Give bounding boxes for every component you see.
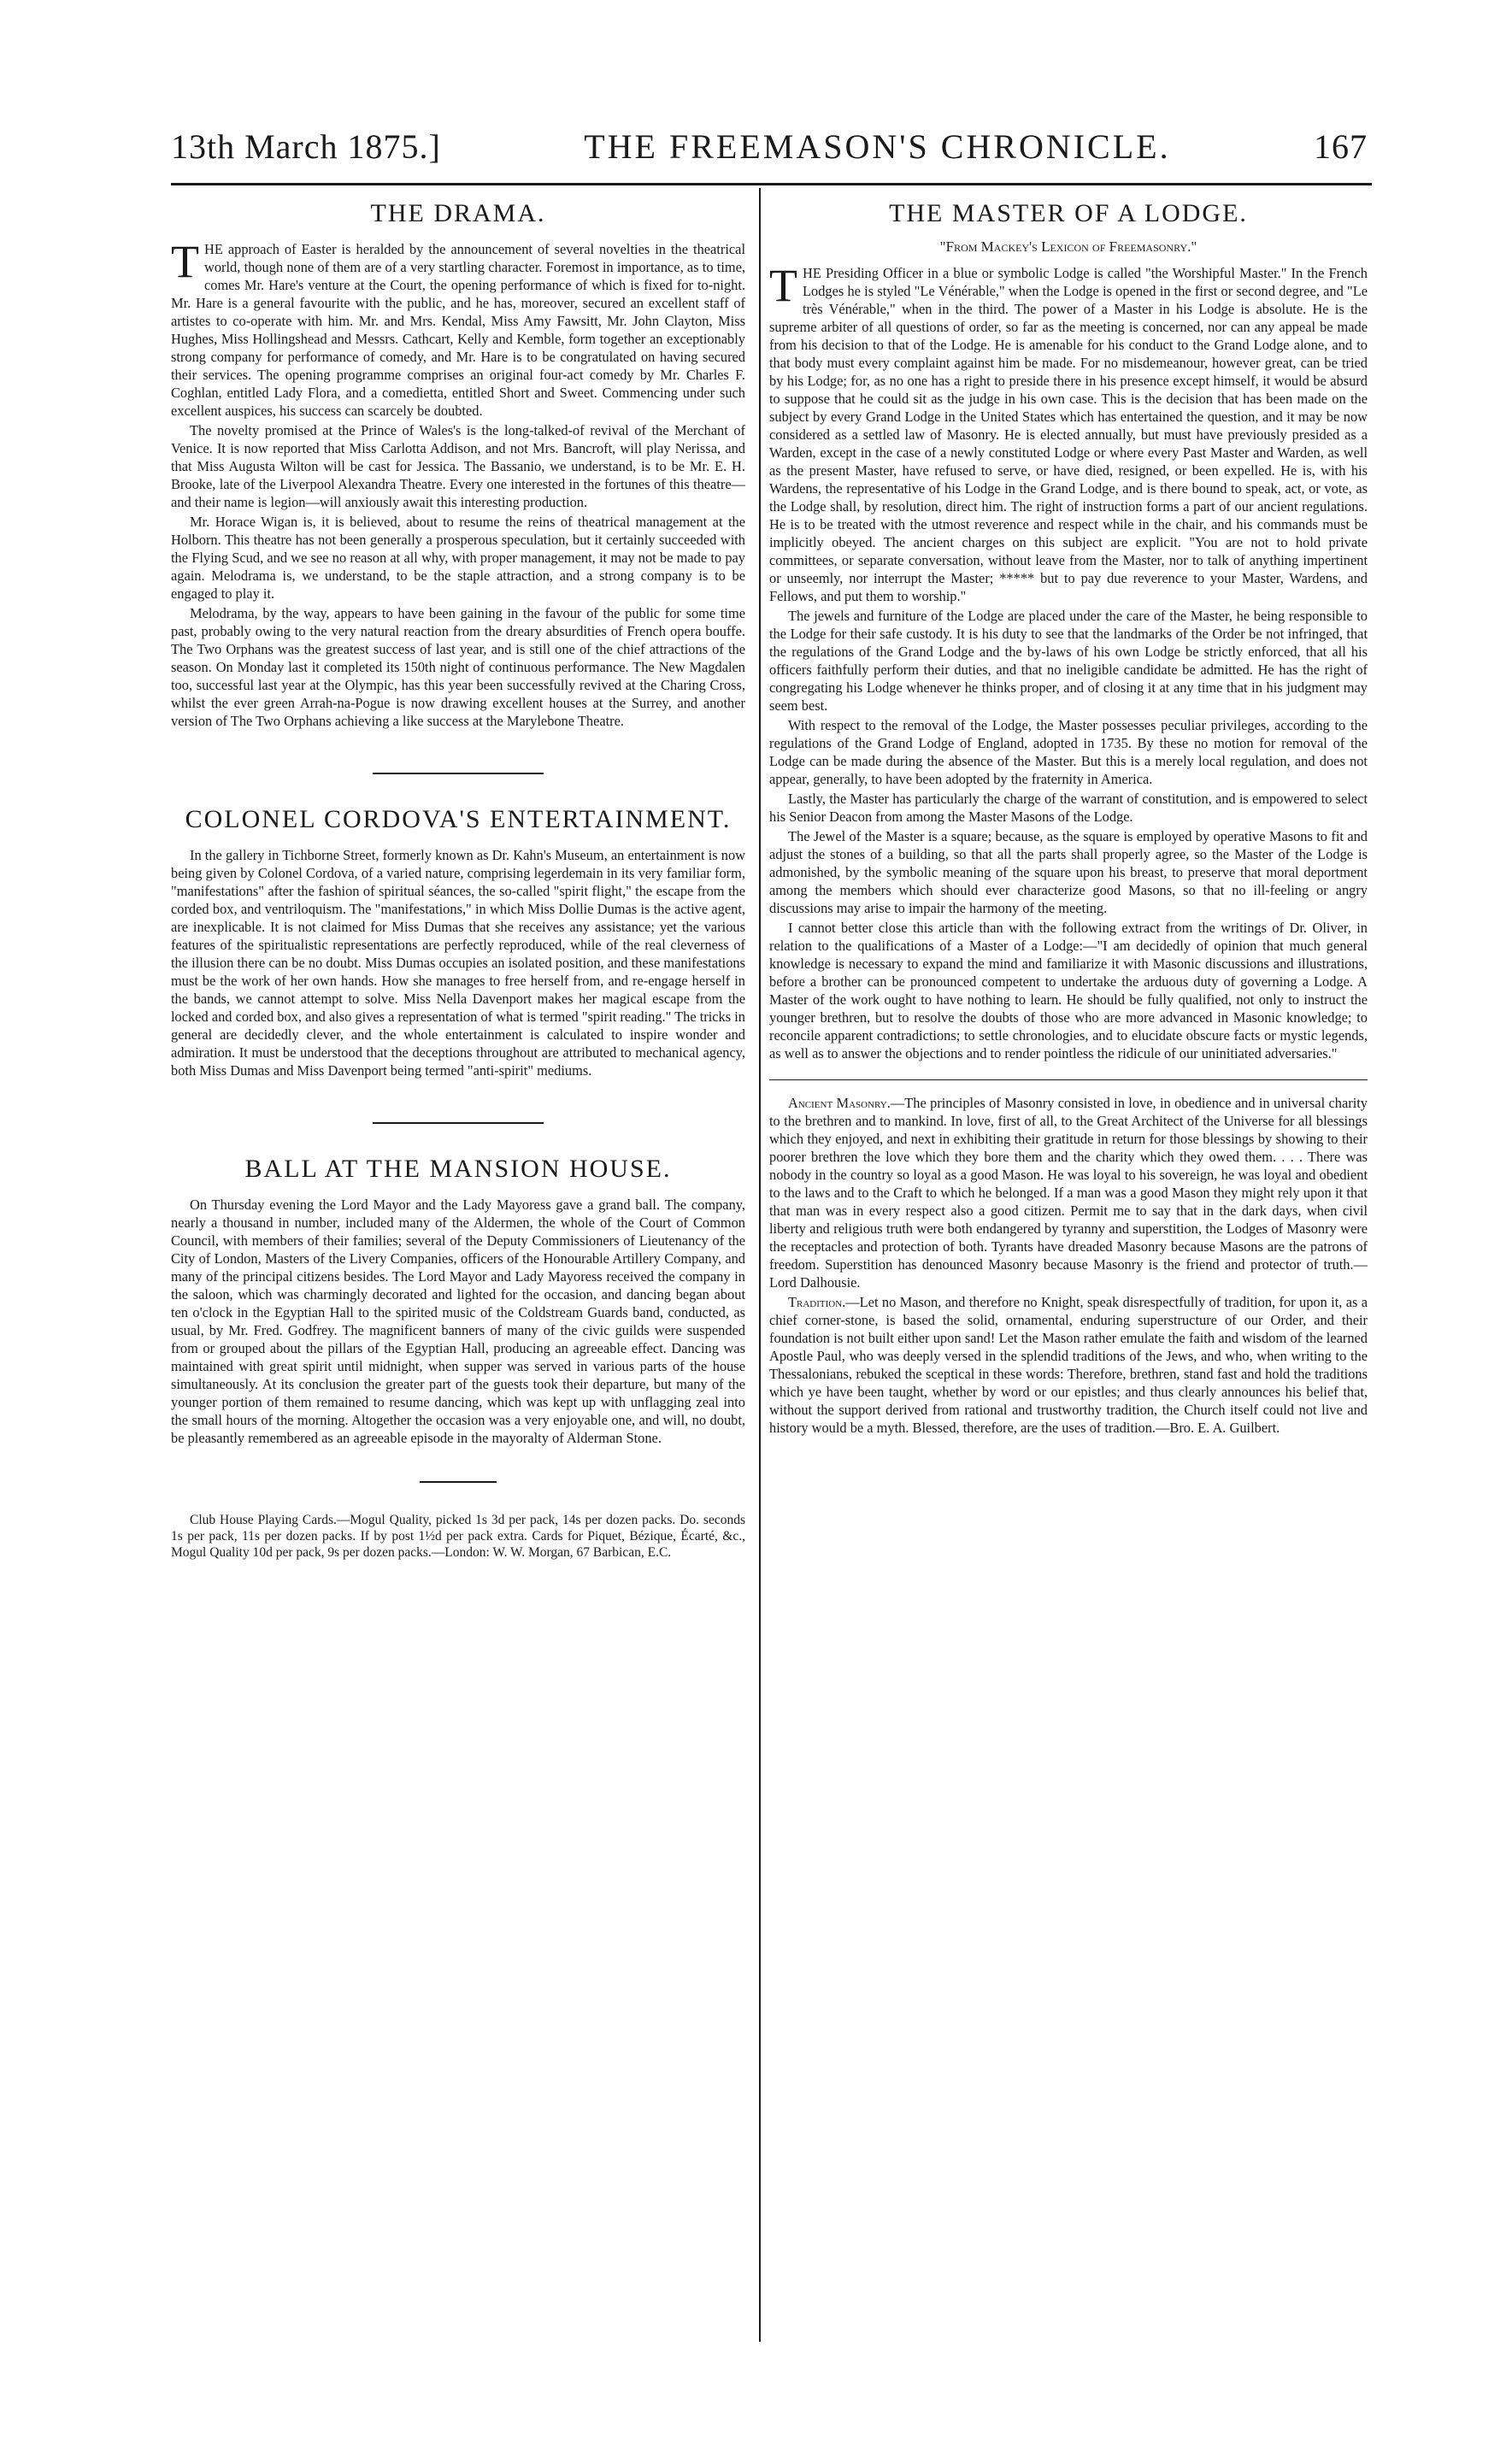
article-ball [171,1155,745,1447]
article-epigraph: "From Mackey's Lexicon of Freemasonry." [939,238,1197,255]
paragraph-lead: Ancient Masonry. [788,1095,891,1111]
masthead [171,126,1368,174]
article-paragraph [769,1094,1368,1291]
article-paragraph: Mr. Horace Wigan is, it is believed, about to resume the reins of theatrical management at the Holborn. This theatre has not been generally a prosperous speculation, but it certainly succeeded with the Flying Scud, and we see no reason at all why, with proper management, it may not be made to pay again. Melodrama is, we understand, to be the staple attraction, and a strong company is to be engaged to play it. [171,514,745,602]
section-separator [373,773,544,774]
paragraph-text: HE approach of Easter is heralded by the announcement of several novelties in the theatrical world, though none of them are of a very startling character. Foremost in importance, as to time, comes Mr. Hare's venture at the Court, the opening performance of which is fixed for to-night. Mr. Hare is a general favourite with the public, and he has, moreover, secured an excellent staff of artistes to co-operate with him. Mr. and Mrs. Kendal, Miss Amy Fawsitt, Mr. John Clayton, Miss Hughes, Miss Hollingshead and Messrs. Cathcart, Kelly and Kemble, form together an exceptionably strong company for performance of comedy, and Mr. Hare is to be congratulated on having secured their services. The opening programme comprises an original four-act comedy by Mr. Charles F. Coghlan, entitled Lady Flora, and a comedietta, entitled Short and Sweet. Commencing under such excellent auspices, his success can scarcely be doubted. [171,241,745,419]
article-paragraph: Melodrama, by the way, appears to have been gaining in the favour of the public for some time past, probably owing to the very natural reaction from the dreary absurdities of French opera bouffe. The Two Orphans was the greatest success of last year, and is still one of the chief attractions of the season. On Monday last it completed its 150th night of continuous performance. The New Magdalen too, successful last year at the Olympic, has this year been successfully revived at the Charing Cross, whilst the ever green Arrah-na-Pogue is now drawing excellent houses at the Surrey, and another version of The Two Orphans achieving a like success at the Marylebone Theatre. [171,605,745,729]
page-number: 167 [1314,127,1368,166]
article-paragraph: The novelty promised at the Prince of Wales's is the long-talked-of revival of the Merchant of Venice. It is now reported that Miss Carlotta Addison, and not Mrs. Bancroft, will play Nerissa, and that Miss Augusta Wilton will be cast for Jessica. The Bassanio, we understand, is to be Mr. E. H. Brooke, late of the Liverpool Alexandra Theatre. Every one interested in the fortunes of this theatre—and their name is legion—will anxiously await this interesting production. [171,422,745,510]
section-separator [373,1122,544,1124]
paragraph-text: —Let no Mason, and therefore no Knight, speak disrespectfully of tradition, for upon it, as a chief corner-stone, is based the solid, ornamental, enduring superstructure of our Order, and their foundation is not built either upon sand! Let the Mason rather emulate the faith and wisdom of the learned Apostle Paul, who was deeply versed in the splendid traditions of the Jews, and who, when writing to the Thessalonians, rebuked the sceptical in these words: Therefore, brethren, stand fast and hold the traditions which ye have been taught, whether by word or our epistles; and thus clearly announces his belief that, without the support derived from rational and trustworthy tradition, the Church itself could not live and history would be a myth. Blessed, therefore, are the uses of tradition.—Bro. E. A. Guilbert. [769,1294,1368,1436]
article-drama [171,199,745,730]
article-paragraph [769,1293,1368,1437]
article-ancient-masonry [769,1094,1368,1291]
article-paragraph: The Jewel of the Master is a square; because, as the square is employed by operative Masons to fit and adjust the stones of a building, so that all the parts shall properly agree, so the Master of the Lodge is admonished, by the symbolic meaning of the square upon his breast, to preserve that moral deportment among the members which should ever characterize good Masons, so that no ill-feeling or angry discussions may arise to impair the harmony of the meeting. [769,828,1368,916]
advertisement-text: Club House Playing Cards.—Mogul Quality, picked 1s 3d per pack, 14s per dozen packs. Do. seconds 1s per pack, 11s per dozen packs. If by post 1½d per pack extra. Cards for Piquet, Bézique, Écarté, &c., Mogul Quality 10d per pack, 9s per dozen packs.—London: W. W. Morgan, 67 Barbican, E.C. [171,1513,745,1560]
article-paragraph: Lastly, the Master has particularly the charge of the warrant of constitution, and is empowered to select his Senior Deacon from among the Master Masons of the Lodge. [769,791,1368,825]
article-paragraph: I cannot better close this article than with the following extract from the writings of Dr. Oliver, in relation to the qualifications of a Master of a Lodge:—"I am decidedly of opinion that much general knowledge is necessary to expand the mind and familiarize it with Masonic discussions and illustrations, before a brother can be pronounced competent to undertake the arduous duty of governing a Lodge. A Master of the work ought to have nothing to learn. He should be fully qualified, not only to instruct the younger brethren, but to resolve the doubts of those who are more advanced in Masonic knowledge; to reconcile apparent contradictions; to settle chronologies, and to elucidate obscure facts or mystic legends, as well as to answer the objections and to render pointless the ridicule of our uninitiated adversaries." [769,920,1368,1061]
article-title: THE DRAMA. [370,199,546,227]
article-title: COLONEL CORDOVA'S ENTERTAINMENT. [185,805,732,833]
article-paragraph: The jewels and furniture of the Lodge are placed under the care of the Master, he being responsible to the Lodge for their safe custody. It is his duty to see that the landmarks of the Order be not infringed, that the regulations of the Grand Lodge and the by-laws of his own Lodge be strictly enforced, that all his officers faithfully perform their duties, and that no ineligible candidate be admitted. He has the right of congregating his Lodge whenever he thinks proper, and of closing it at any time that in his judgment may seem best. [769,608,1368,714]
article-cordova [171,805,745,1079]
article-paragraph: In the gallery in Tichborne Street, formerly known as Dr. Kahn's Museum, an entertainment is now being given by Colonel Cordova, of a varied nature, comprising legerdemain in its very familiar form, "manifestations" after the fashion of spiritual séances, the so-called "spirit flight," the escape from the corded box, and ventriloquism. The "manifestations," in which Miss Dollie Dumas is the active agent, are inexplicable. It is not claimed for Miss Dumas that she receives any assistance; yet the various features of the spiritualistic representations are perfectly reproduced, while of the real cleverness of the illusion there can be no doubt. Miss Dumas occupies an isolated position, and these manifestations must be the work of her own hands. How she manages to free herself from, and re-engage herself in the bands, we cannot attempt to solve. Miss Nella Davenport makes her magical escape from the locked and corded box, and also gives a representation of what is termed "spirit reading." The tricks in general are decidedly clever, and the whole entertainment is calculated to inspire wonder and admiration. It must be understood that the deceptions throughout are attributed to mechanical agency, both Miss Dumas and Miss Davenport being termed "anti-spirit" mediums. [171,847,745,1079]
paragraph-text: HE Presiding Officer in a blue or symbolic Lodge is called "the Worshipful Master." In the French Lodges he is styled "Le Vénérable," when the Lodge is opened in the first or second degree, and "Le très Vénérable," when in the third. The power of a Master in his Lodge is absolute. He is the supreme arbiter of all questions of order, so far as the meeting is concerned, nor can any appeal be made from his decision to that of the Lodge. He is amenable for his conduct to the Grand Lodge alone, and to that body must every complaint against him be made. For no misdemeanour, however great, can be tried by his Lodge; for, as no one has a right to preside there in his presence except himself, it would be absurd to suppose that he could sit as the judge in his own case. This is the decision that has been made on the subject by every Grand Lodge in the United States which has entertained the question, and it may be now considered as a settled law of Masonry. He is elected annually, but must have previously presided as a Warden, except in the case of a newly constituted Lodge or where every Past Master and Warden, as well as the present Master, have refused to serve, or have died, resigned, or been expelled. He is, with his Wardens, the representative of his Lodge in the Grand Lodge, and is there bound to speak, act, or vote, as the Lodge shall, by resolution, direct him. The right of instruction forms a part of our ancient regulations. He is to be treated with the utmost reverence and respect while in the chair, and his commands must be implicitly obeyed. The ancient charges on this subject are explicit. "You are not to hold private committees, or separate conversation, without leave from the Master, nor to talk of anything impertinent or unseemly, nor interrupt the Master; ***** but to pay due reverence to your Master, Wardens, and Fellows, and put them to worship." [769,265,1368,604]
article-paragraph: With respect to the removal of the Lodge, the Master possesses peculiar privileges, according to the regulations of the Grand Lodge of England, adopted in 1735. By these no motion for removal of the Lodge can be made during the absence of the Master. But this is a merely local regulation, and does not appear, generally, to have been adopted by the fraternity in America. [769,717,1368,787]
paragraph-lead: Tradition. [788,1294,846,1310]
article-paragraph [171,236,745,420]
article-title: BALL AT THE MANSION HOUSE. [244,1155,672,1183]
right-column [769,192,1368,2380]
section-rule [769,1079,1368,1080]
publication-title: THE FREEMASON'S CHRONICLE. [584,127,1171,166]
drop-cap: T [769,260,797,311]
advertisement [171,1512,745,1561]
paragraph-text: —The principles of Masonry consisted in love, in obedience and in universal charity to the brethren and to mankind. In love, first of all, to the Great Architect of the Universe for all blessings which they enjoyed, and next in exhibiting their gratitude in return for those blessings by showing to their poorer brethren the love which they bore them and the charity which they owed them. . . . There was nobody in the country so loyal as a good Mason. He was loyal to his sovereign, he was loyal and obedient to the laws and to the Craft to which he belonged. If a man was a good Mason they might rely upon it that that man was in every respect also a good citizen. Permit me to say that in the dark days, when civil liberty and religious truth were both endangered by tyranny and superstition, the Lodges of Masonry were the receptacles and protection of both. Tyrants have dreaded Masonry because Masons are the patrons of freedom. Superstition has denounced Masonry because Masonry is the friend and protector of truth.—Lord Dalhousie. [769,1095,1368,1291]
left-column [171,192,745,2329]
header-rule [171,183,1372,185]
column-divider [759,188,761,2342]
article-paragraph: On Thursday evening the Lord Mayor and the Lady Mayoress gave a grand ball. The company, nearly a thousand in number, included many of the Aldermen, the whole of the Court of Common Council, with members of their families; several of the Deputy Commissioners of Lieutenancy of the City of London, Masters of the Livery Companies, officers of the Honourable Artillery Company, and many of the principal citizens besides. The Lord Mayor and Lady Mayoress received the company in the saloon, which was charmingly decorated and lighted for the occasion, and dancing began about ten o'clock in the Egyptian Hall to the spirited music of the Coldstream Guards band, conducted, as usual, by Mr. Fred. Godfrey. The magnificent banners of many of the civic guilds were suspended from or grouped about the pillars of the Egyptian Hall, producing an agreeable effect. Dancing was maintained with great spirit until midnight, when supper was served in various parts of the house simultaneously. At its conclusion the greater part of the guests took their departure, but many of the younger portion of them remained to resume dancing, which was kept up with unflagging zeal into the small hours of the morning. Altogether the occasion was a very enjoyable one, and will, no doubt, be pleasantly remembered as an agreeable episode in the mayoralty of Alderman Stone. [171,1197,745,1446]
drop-cap: T [171,236,199,287]
article-paragraph [769,260,1368,605]
section-separator [420,1481,497,1483]
article-master-of-lodge [769,199,1368,1062]
article-tradition [769,1293,1368,1437]
article-title: THE MASTER OF A LODGE. [889,199,1248,227]
issue-date: 13th March 1875.] [171,127,441,166]
